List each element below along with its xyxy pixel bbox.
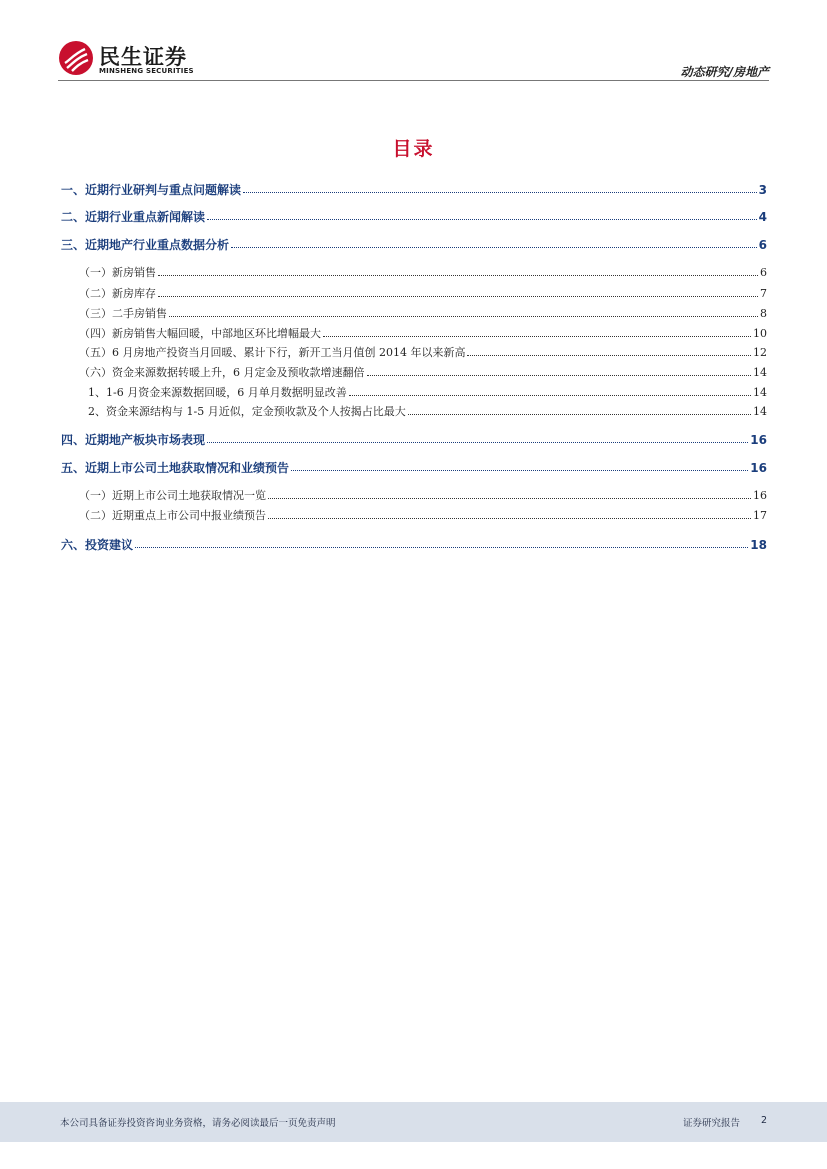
toc-entry-page: 16 [750,461,767,475]
toc-leader-dots [367,374,752,376]
toc-entry-page: 12 [753,346,767,359]
company-logo [58,40,208,78]
toc-entry[interactable] [79,344,767,360]
toc-entry-label: （一）近期上市公司土地获取情况一览 [79,489,266,502]
toc-entry-page: 17 [753,509,767,522]
toc-entry-page: 6 [760,266,767,279]
toc-entry-label: 二、近期行业重点新闻解读 [61,210,206,224]
toc-entry[interactable] [61,536,767,552]
toc-leader-dots [349,394,751,396]
toc-leader-dots [135,546,748,548]
footer-report-type: 证券研究报告 [682,1118,740,1129]
toc-entry-label: （四）新房销售大幅回暖，中部地区环比增幅最大 [79,327,321,340]
toc-entry-label: （二）新房库存 [79,287,156,300]
toc-entry-label: （五）6 月房地产投资当月回暖、累计下行，新开工当月值创 2014 年以来新高 [79,346,466,359]
footer-disclaimer: 本公司具备证券投资咨询业务资格，请务必阅读最后一页免责声明 [60,1118,336,1129]
toc-entry[interactable] [61,208,767,224]
toc-entry[interactable] [88,384,767,400]
toc-entry-page: 8 [760,307,767,320]
toc-leader-dots [323,335,751,337]
toc-title: 目录 [392,138,435,160]
logo-english-name: MINSHENG SECURITIES [99,67,194,75]
toc-entry[interactable] [79,325,767,341]
toc-entry[interactable] [79,285,767,301]
toc-entry-page: 10 [753,327,767,340]
toc-entry-page: 14 [753,386,767,399]
toc-entry-label: （六）资金来源数据转暖上升，6 月定金及预收款增速翻倍 [79,366,365,379]
toc-entry-page: 4 [758,210,767,224]
toc-entry[interactable] [79,487,767,503]
toc-entry[interactable] [61,431,767,447]
toc-leader-dots [243,191,757,193]
toc-leader-dots [268,517,751,519]
logo-chinese-name: 民生证券 [99,45,187,69]
page-footer [0,1102,827,1142]
toc-entry-label: 五、近期上市公司土地获取情况和业绩预告 [61,461,290,475]
toc-entry[interactable] [88,403,767,419]
toc-entry-label: 1、1-6 月资金来源数据回暖，6 月单月数据明显改善 [88,386,347,399]
toc-entry-page: 6 [758,238,767,252]
toc-entry[interactable] [61,459,767,475]
minsheng-logo-icon [58,40,94,76]
toc-entry[interactable] [61,236,767,252]
toc-leader-dots [207,441,748,443]
toc-entry[interactable] [79,507,767,523]
page-header [0,0,827,82]
toc-leader-dots [158,295,758,297]
toc-leader-dots [207,218,757,220]
toc-entry-label: 六、投资建议 [61,538,134,552]
toc-leader-dots [231,246,757,248]
toc-entry-page: 16 [750,433,767,447]
toc-entry[interactable] [61,181,767,197]
toc-entry[interactable] [79,364,767,380]
toc-leader-dots [408,413,751,415]
toc-entry-page: 14 [753,366,767,379]
toc-entry-label: （一）新房销售 [79,266,156,279]
header-divider [58,80,769,81]
toc-leader-dots [291,469,748,471]
toc-entry-page: 7 [760,287,767,300]
toc-entry-label: 三、近期地产行业重点数据分析 [61,238,230,252]
toc-leader-dots [268,497,751,499]
toc-entry-page: 14 [753,405,767,418]
toc-entry-label: （三）二手房销售 [79,307,167,320]
toc-leader-dots [169,315,758,317]
toc-entry-label: 四、近期地产板块市场表现 [61,433,206,447]
toc-entry-page: 3 [758,183,767,197]
footer-page-number: 2 [760,1115,767,1126]
toc-entry-page: 16 [753,489,767,502]
toc-entry-label: 一、近期行业研判与重点问题解读 [61,183,242,197]
toc-entry-label: 2、资金来源结构与 1-5 月近似，定金预收款及个人按揭占比最大 [88,405,406,418]
toc-entry-page: 18 [750,538,767,552]
toc-entry-label: （二）近期重点上市公司中报业绩预告 [79,509,266,522]
report-category: 动态研究/房地产 [680,65,769,79]
toc-entry[interactable] [79,305,767,321]
toc-entry[interactable] [79,264,767,280]
toc-leader-dots [158,274,758,276]
toc-leader-dots [467,354,751,356]
